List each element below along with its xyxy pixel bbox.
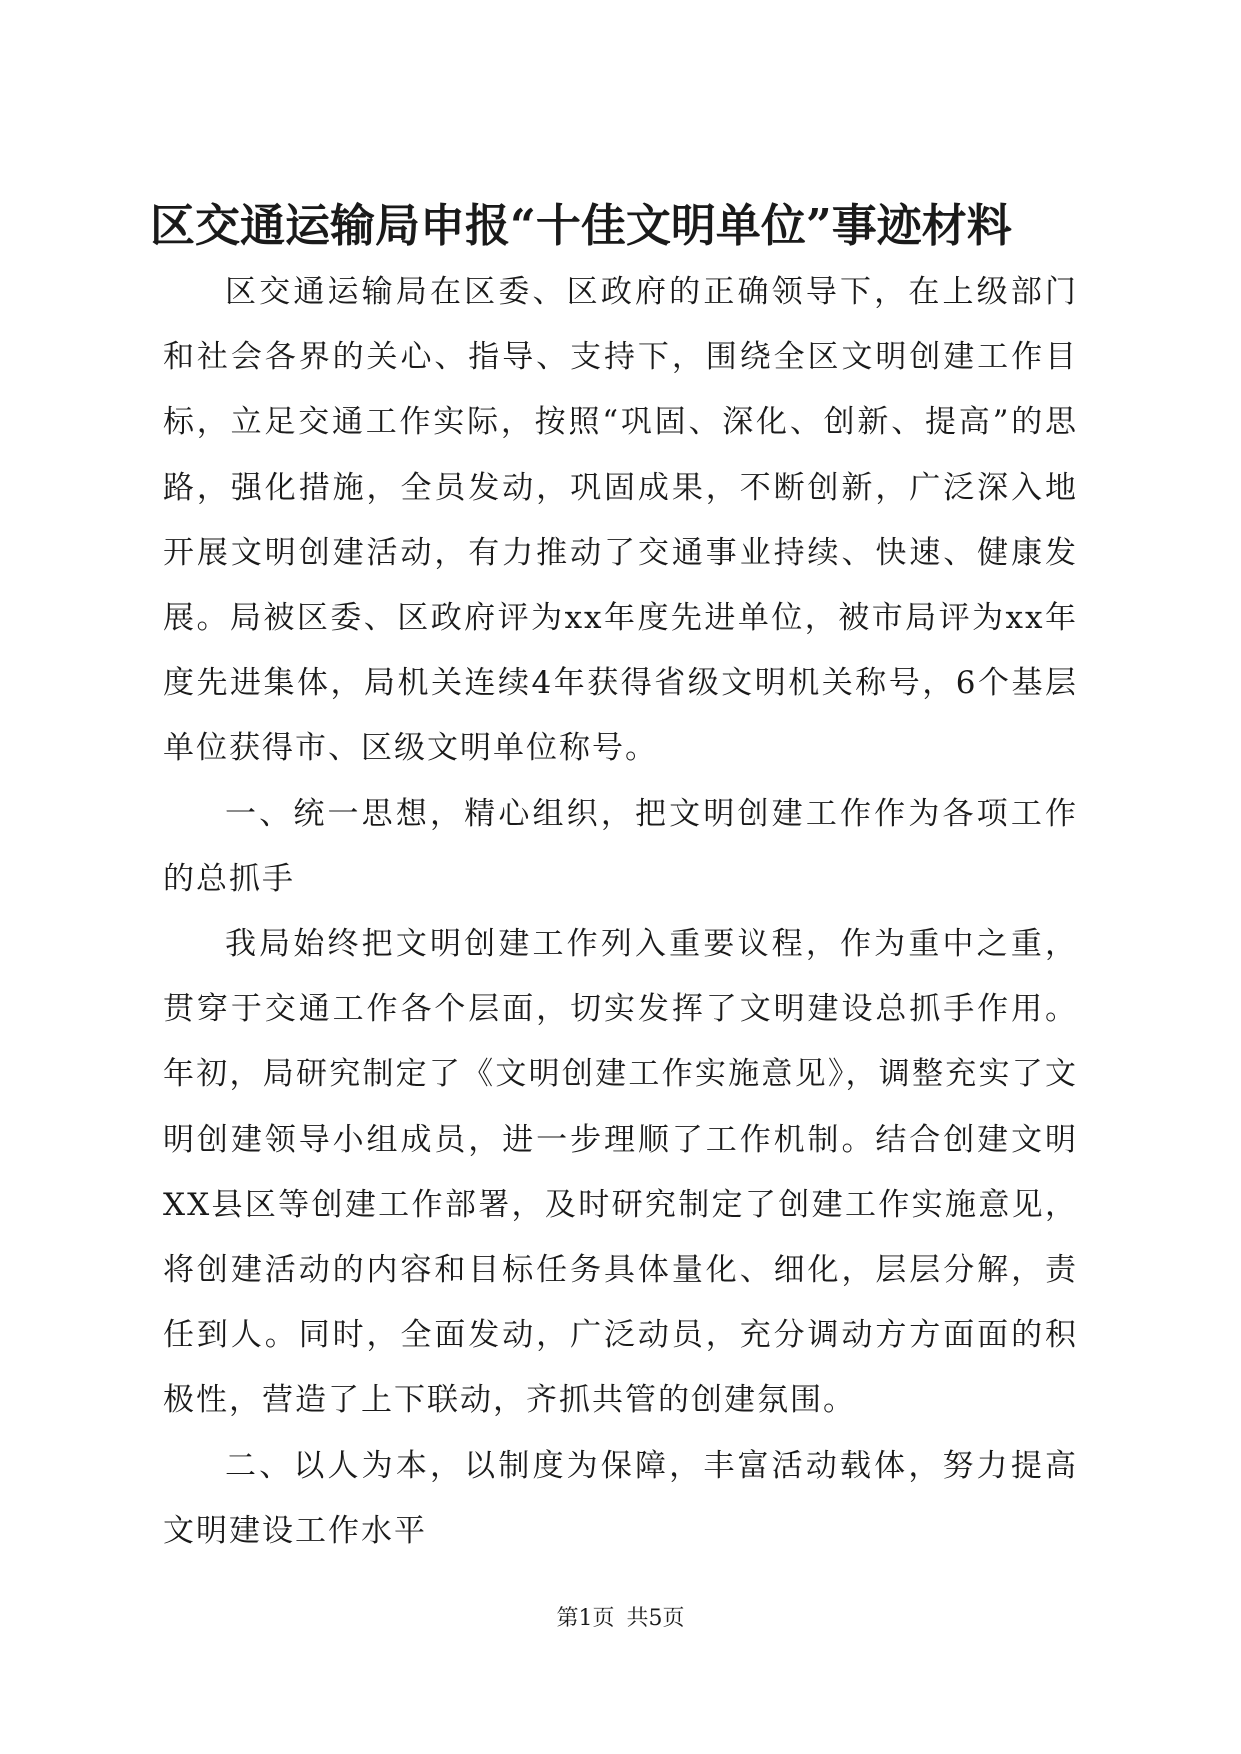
paragraph-intro: 区交通运输局在区委、区政府的正确领导下，在上级部门和社会各界的关心、指导、支持下，围绕全区文明创建工作目标，立足交通工作实际，按照“巩固、深化、创新、提高”的思路，强化措施，全员发动，巩固成果，不断创新，广泛深入地开展文明创建活动，有力推动了交通事业持续、快速、健康发展。局被区委、区政府评为xx年度先进单位，被市局评为xx年度先进集体，局机关连续4年获得省级文明机关称号，6个基层单位获得市、区级文明单位称号。 — [163, 274, 1078, 767]
page-total: 共5页 — [626, 1606, 685, 1631]
page-number: 第1页 — [556, 1606, 615, 1631]
paragraph-section-1: 我局始终把文明创建工作列入重要议程，作为重中之重，贯穿于交通工作各个层面，切实发挥了文明建设总抓手作用。年初，局研究制定了《文明创建工作实施意见》，调整充实了文明创建领导小组成员，进一步理顺了工作机制。结合创建文明XX县区等创建工作部署，及时研究制定了创建工作实施意见，将创建活动的内容和目标任务具体量化、细化，层层分解，责任到人。同时，全面发动，广泛动员，充分调动方方面面的积极性，营造了上下联动，齐抓共管的创建氛围。 — [163, 926, 1078, 1419]
page-footer — [0, 1604, 1241, 1634]
document-title: 区交通运输局申报“十佳文明单位”事迹材料 — [150, 199, 1012, 252]
document-body — [163, 260, 1078, 1564]
section-heading-1: 一、统一思想，精心组织，把文明创建工作作为各项工作的总抓手 — [163, 795, 1078, 897]
section-heading-2: 二、以人为本，以制度为保障，丰富活动载体，努力提高文明建设工作水平 — [163, 1447, 1078, 1549]
